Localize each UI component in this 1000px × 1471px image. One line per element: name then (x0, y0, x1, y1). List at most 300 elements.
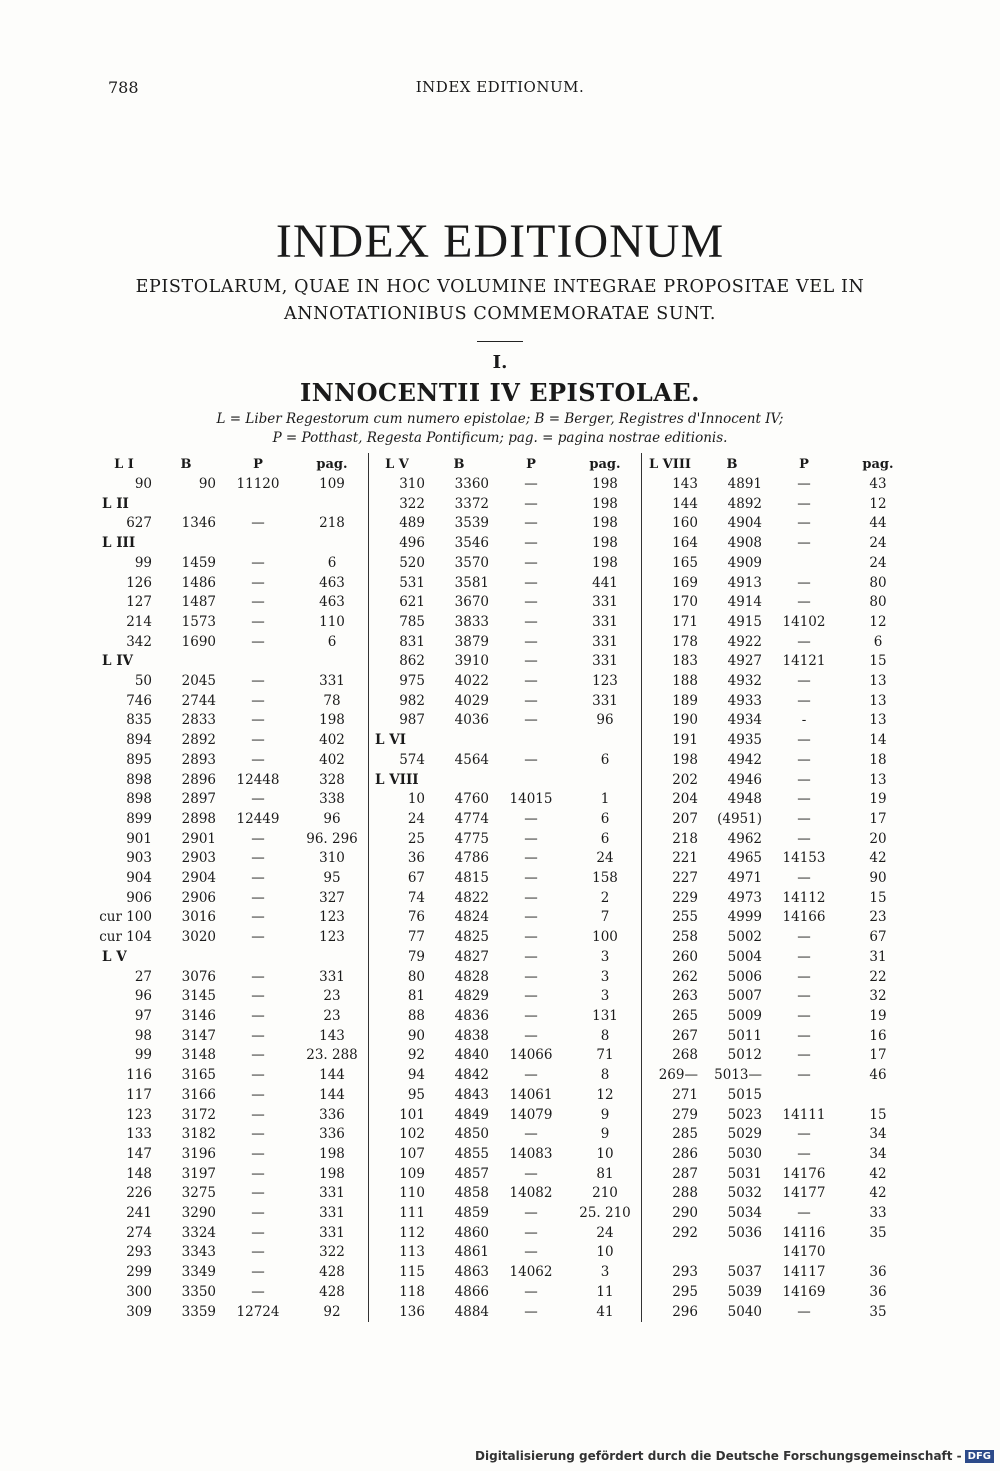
table-cell: 4822 (454, 889, 489, 906)
table-row (96, 593, 914, 613)
table-row (96, 968, 914, 988)
table-cell: — (797, 929, 811, 946)
digitization-footer (475, 1449, 994, 1463)
table-cell: 262 (672, 968, 698, 985)
table-cell: 5029 (727, 1126, 762, 1143)
table-cell: 6 (873, 633, 883, 650)
table-cell: 113 (399, 1244, 425, 1261)
table-cell: 4913 (727, 574, 762, 591)
table-cell: 9 (569, 1125, 642, 1145)
table-cell: 292 (672, 1224, 698, 1241)
table-cell: 4962 (727, 830, 762, 847)
table-cell: 785 (399, 613, 425, 630)
table-cell: 4932 (727, 673, 762, 690)
table-cell: 67 (869, 929, 887, 946)
column-header: B (180, 456, 192, 472)
table-cell: — (524, 830, 538, 847)
table-row (96, 1184, 914, 1204)
table-cell: 906 (126, 889, 152, 906)
table-row (96, 1145, 914, 1165)
table-cell: 4859 (454, 1205, 489, 1222)
table-cell: 35 (869, 1224, 887, 1241)
column-header: P (799, 456, 809, 472)
table-cell: 136 (399, 1303, 425, 1320)
table-cell: 4861 (454, 1244, 489, 1261)
table-cell: 5006 (727, 968, 762, 985)
table-cell: 11 (569, 1283, 642, 1303)
table-cell: 101 (399, 1106, 425, 1123)
table-cell: 3539 (454, 515, 489, 532)
table-row (96, 672, 914, 692)
table-cell: 3 (569, 968, 642, 988)
table-cell: 322 (399, 495, 425, 512)
subtitle-line-2: ANNOTATIONIBUS COMMEMORATAE SUNT. (284, 304, 716, 324)
table-cell: 3076 (181, 968, 216, 985)
table-cell: — (251, 1067, 265, 1084)
table-cell: 144 (296, 1086, 369, 1106)
table-cell: 13 (869, 771, 887, 788)
table-cell: 18 (869, 751, 887, 768)
column-header: P (253, 456, 263, 472)
table-cell: 160 (672, 515, 698, 532)
table-cell: 5011 (727, 1027, 762, 1044)
table-cell: 4971 (727, 870, 762, 887)
table-cell: — (524, 751, 538, 768)
table-cell (766, 1086, 842, 1106)
table-cell: 109 (399, 1165, 425, 1182)
table-row (96, 652, 914, 672)
table-cell: 271 (672, 1086, 698, 1103)
table-cell: 7 (569, 908, 642, 928)
table-cell: — (524, 476, 538, 492)
table-cell: — (797, 633, 811, 650)
table-cell: 24 (569, 1224, 642, 1244)
table-cell: 25. 210 (569, 1204, 642, 1224)
table-cell: 4774 (454, 810, 489, 827)
table-cell: 3 (569, 948, 642, 968)
table-cell: 14066 (509, 1047, 553, 1064)
table-cell: 342 (126, 633, 152, 650)
table-cell: 331 (296, 672, 369, 692)
table-cell: 4843 (454, 1086, 489, 1103)
table-cell: 210 (569, 1184, 642, 1204)
table-cell: 165 (672, 554, 698, 571)
table-cell: 338 (296, 790, 369, 810)
column-header: pag. (862, 456, 894, 472)
table-cell: 746 (126, 692, 152, 709)
abbreviation-legend (120, 410, 880, 448)
table-cell: 835 (126, 712, 152, 729)
table-cell: 147 (126, 1145, 152, 1162)
table-row (96, 475, 914, 495)
table-cell: — (797, 476, 811, 492)
subtitle-line-1: EPISTOLARUM, QUAE IN HOC VOLUMINE INTEGRAE PROPOSITAE VEL IN (135, 277, 865, 297)
table-row (96, 987, 914, 1007)
table-cell: 36 (407, 850, 425, 867)
table-cell: 901 (126, 830, 152, 847)
table-cell: — (797, 515, 811, 532)
table-cell: — (251, 515, 265, 532)
table-cell: 1487 (181, 594, 216, 611)
table-cell: 42 (869, 1185, 887, 1202)
table-cell: 24 (407, 810, 425, 827)
table-cell: 8 (569, 1066, 642, 1086)
running-head (0, 78, 1000, 100)
table-cell: — (524, 909, 538, 926)
table-cell: 4827 (454, 948, 489, 965)
table-cell: — (524, 1165, 538, 1182)
table-cell: 4855 (454, 1145, 489, 1162)
table-cell: 229 (672, 889, 698, 906)
table-cell: 4858 (454, 1185, 489, 1202)
table-cell: 110 (399, 1185, 425, 1202)
table-row (96, 731, 914, 751)
table-cell: 5039 (727, 1283, 762, 1300)
table-cell: 258 (672, 929, 698, 946)
table-cell: 41 (569, 1303, 642, 1323)
table-cell: 3196 (181, 1145, 216, 1162)
table-cell: — (524, 1205, 538, 1222)
table-cell: 3833 (454, 613, 489, 630)
table-cell: 19 (869, 1007, 887, 1024)
table-cell: 207 (672, 810, 698, 827)
table-cell: 14061 (509, 1086, 553, 1103)
column-header: pag. (296, 453, 369, 475)
table-cell: 31 (869, 948, 887, 965)
table-cell: 2833 (181, 712, 216, 729)
table-cell: — (797, 1126, 811, 1143)
table-cell: 16 (869, 1027, 887, 1044)
table-cell: 3275 (181, 1185, 216, 1202)
table-cell: 97 (134, 1007, 152, 1024)
table-cell: 102 (399, 1126, 425, 1143)
table-cell: 331 (296, 1184, 369, 1204)
book-heading: L IV (96, 652, 369, 672)
table-cell: 3349 (181, 1264, 216, 1281)
table-cell: 5004 (727, 948, 762, 965)
table-row (96, 1106, 914, 1126)
table-cell: 4840 (454, 1047, 489, 1064)
table-cell: 285 (672, 1126, 698, 1143)
table-cell: 496 (399, 535, 425, 552)
table-cell: — (797, 870, 811, 887)
table-cell: 627 (126, 515, 152, 532)
table-cell: 71 (569, 1046, 642, 1066)
table-cell: 190 (672, 712, 698, 729)
table-cell: — (251, 1185, 265, 1202)
book-heading: L VI (369, 731, 642, 751)
table-cell: 10 (569, 1243, 642, 1263)
table-cell: — (524, 515, 538, 532)
book-heading: L II (96, 495, 369, 515)
table-cell: 81 (569, 1165, 642, 1185)
table-cell: 3147 (181, 1027, 216, 1044)
table-cell: 14082 (509, 1185, 553, 1202)
table-cell: — (251, 1027, 265, 1044)
table-cell: 14176 (782, 1165, 826, 1182)
table-cell: 23 (296, 1007, 369, 1027)
table-cell: 81 (407, 988, 425, 1005)
table-cell: 13 (869, 692, 887, 709)
table-cell: 14169 (782, 1283, 826, 1300)
table-cell: 336 (296, 1106, 369, 1126)
table-cell: — (524, 1244, 538, 1261)
column-header: pag. (569, 453, 642, 475)
table-cell: — (251, 594, 265, 611)
table-cell: 23 (869, 909, 887, 926)
table-cell: 14111 (782, 1106, 826, 1123)
table-cell: 14121 (782, 653, 826, 670)
table-cell: 4942 (727, 751, 762, 768)
table-cell: 5034 (727, 1205, 762, 1222)
table-cell: 46 (869, 1067, 887, 1084)
table-cell: 189 (672, 692, 698, 709)
table-cell: 14166 (782, 909, 826, 926)
table-cell: — (797, 594, 811, 611)
table-cell: 1486 (181, 574, 216, 591)
table-cell: 331 (569, 613, 642, 633)
book-heading: L III (96, 534, 369, 554)
table-cell: 3182 (181, 1126, 216, 1143)
table-cell: — (797, 751, 811, 768)
table-cell: 88 (407, 1007, 425, 1024)
table-cell: 15 (869, 1106, 887, 1123)
table-cell: 144 (672, 495, 698, 512)
section-title: INNOCENTII IV EPISTOLAE. (299, 378, 701, 407)
table-row (96, 1303, 914, 1323)
table-row (96, 908, 914, 928)
table-cell: — (524, 1224, 538, 1241)
table-cell: 4914 (727, 594, 762, 611)
table-cell: 263 (672, 988, 698, 1005)
table-cell: 12724 (236, 1303, 280, 1320)
table-cell: 4973 (727, 889, 762, 906)
table-cell: — (797, 1067, 811, 1084)
table-cell: — (797, 1303, 811, 1320)
table-cell: 4934 (727, 712, 762, 729)
table-cell: — (251, 830, 265, 847)
table-cell: — (251, 1224, 265, 1241)
table-cell: 331 (296, 1204, 369, 1224)
table-cell: 2892 (181, 732, 216, 749)
table-cell: 3581 (454, 574, 489, 591)
table-cell: 99 (134, 554, 152, 571)
table-cell: — (524, 988, 538, 1005)
table-cell: 4850 (454, 1126, 489, 1143)
table-cell: 92 (296, 1303, 369, 1323)
table-cell: 4022 (454, 673, 489, 690)
table-cell: 14116 (782, 1224, 826, 1241)
table-cell: 198 (296, 1145, 369, 1165)
table-row (96, 1086, 914, 1106)
table-cell: 2 (569, 889, 642, 909)
table-cell: 5040 (727, 1303, 762, 1320)
table-cell: 428 (296, 1263, 369, 1283)
table-cell: 50 (134, 673, 152, 690)
table-cell: 402 (296, 731, 369, 751)
legend-line-1: L = Liber Regestorum cum numero epistolae; B = Berger, Registres d'Innocent IV; (216, 411, 784, 427)
table-cell: 4828 (454, 968, 489, 985)
table-cell: 290 (672, 1205, 698, 1222)
table-cell: 183 (672, 653, 698, 670)
table-cell: — (797, 968, 811, 985)
table-row (96, 1066, 914, 1086)
legend-line-2: P = Potthast, Regesta Pontificum; pag. = pagina nostrae editionis. (272, 430, 728, 446)
table-cell: 112 (399, 1224, 425, 1241)
table-cell: — (797, 948, 811, 965)
table-cell: — (251, 692, 265, 709)
table-cell: — (797, 673, 811, 690)
table-cell: 3145 (181, 988, 216, 1005)
table-cell: 3290 (181, 1205, 216, 1222)
table-cell: 144 (296, 1066, 369, 1086)
table-cell: — (524, 574, 538, 591)
table-cell: 33 (869, 1205, 887, 1222)
table-cell: 42 (869, 850, 887, 867)
table-cell: 126 (126, 574, 152, 591)
table-cell: 80 (407, 968, 425, 985)
table-cell: 3 (569, 987, 642, 1007)
table-cell: 3343 (181, 1244, 216, 1261)
table-cell: — (524, 1027, 538, 1044)
table-cell: 4922 (727, 633, 762, 650)
table-cell: 42 (869, 1165, 887, 1182)
table-cell: 22 (869, 968, 887, 985)
table-cell: 14 (869, 732, 887, 749)
table-cell: 260 (672, 948, 698, 965)
table-cell: 14102 (782, 613, 826, 630)
table-cell: 14083 (509, 1145, 553, 1162)
table-cell: 894 (126, 732, 152, 749)
table-cell: 520 (399, 554, 425, 571)
table-cell: 8 (569, 1027, 642, 1047)
table-row (96, 692, 914, 712)
table-cell: 77 (407, 929, 425, 946)
table-cell: 4935 (727, 732, 762, 749)
table-cell: 221 (672, 850, 698, 867)
table-cell: 10 (569, 1145, 642, 1165)
table-cell: — (524, 495, 538, 512)
table-cell: 331 (569, 652, 642, 672)
table-cell: — (251, 791, 265, 808)
table-cell: 6 (569, 810, 642, 830)
table-cell: 12 (869, 613, 887, 630)
table-cell: 531 (399, 574, 425, 591)
table-cell: 4564 (454, 751, 489, 768)
table-cell: — (524, 692, 538, 709)
table-cell: 10 (407, 791, 425, 808)
table-cell: — (797, 988, 811, 1005)
table-cell: 198 (569, 554, 642, 574)
table-cell: 14117 (782, 1264, 826, 1281)
table-cell: 5032 (727, 1185, 762, 1202)
table-cell: — (251, 1145, 265, 1162)
table-cell: — (797, 535, 811, 552)
table-cell: 274 (126, 1224, 152, 1241)
table-cell: 4927 (727, 653, 762, 670)
table-cell: 198 (569, 534, 642, 554)
table-cell: 4825 (454, 929, 489, 946)
table-cell: 4029 (454, 692, 489, 709)
table-cell: 895 (126, 751, 152, 768)
table-cell: — (251, 751, 265, 768)
table-cell: 241 (126, 1205, 152, 1222)
table-cell: — (251, 712, 265, 729)
table-cell: — (524, 594, 538, 611)
table-cell: 3372 (454, 495, 489, 512)
table-cell: 25 (407, 830, 425, 847)
table-cell: — (251, 988, 265, 1005)
table-cell: 2897 (181, 791, 216, 808)
table-cell: 94 (407, 1067, 425, 1084)
table-cell: — (797, 495, 811, 512)
table-cell: 4036 (454, 712, 489, 729)
table-cell: 3570 (454, 554, 489, 571)
table-cell: 2893 (181, 751, 216, 768)
table-cell: — (524, 673, 538, 690)
table-cell: 899 (126, 810, 152, 827)
table-cell: 831 (399, 633, 425, 650)
table-cell: — (797, 1007, 811, 1024)
table-cell: 158 (569, 869, 642, 889)
table-cell: 36 (869, 1283, 887, 1300)
table-cell: 4860 (454, 1224, 489, 1241)
table-cell: 111 (399, 1205, 425, 1222)
table-cell: 3360 (454, 476, 489, 492)
table-cell: 898 (126, 771, 152, 788)
table-cell: — (797, 830, 811, 847)
table-cell: 331 (569, 633, 642, 653)
table-cell: 327 (296, 889, 369, 909)
table-cell: 92 (407, 1047, 425, 1064)
table-cell: 5037 (727, 1264, 762, 1281)
table-cell: — (251, 1106, 265, 1123)
table-cell: cur 100 (99, 909, 152, 926)
table-cell: 99 (134, 1047, 152, 1064)
table-cell: 3324 (181, 1224, 216, 1241)
table-cell: (4951) (717, 810, 762, 827)
table-cell: — (524, 1126, 538, 1143)
table-cell: 98 (134, 1027, 152, 1044)
table-cell: 100 (569, 928, 642, 948)
table-cell: 269— (658, 1067, 698, 1084)
table-cell: — (797, 574, 811, 591)
table-cell: 43 (869, 476, 887, 492)
table-cell: — (524, 535, 538, 552)
table-cell: 265 (672, 1007, 698, 1024)
table-row (96, 869, 914, 889)
table-cell: 110 (296, 613, 369, 633)
table-cell: 862 (399, 653, 425, 670)
table-cell: — (524, 870, 538, 887)
table-cell: — (797, 692, 811, 709)
table-body (96, 475, 914, 1322)
table-cell: 621 (399, 594, 425, 611)
table-cell: 331 (569, 593, 642, 613)
table-cell: — (251, 1126, 265, 1143)
table-cell: 2744 (181, 692, 216, 709)
table-cell: 96 (569, 711, 642, 731)
table-cell: 34 (869, 1145, 887, 1162)
table-cell: 191 (672, 732, 698, 749)
table-cell: 295 (672, 1283, 698, 1300)
table-cell: — (797, 1145, 811, 1162)
table-cell: 4965 (727, 850, 762, 867)
table-cell: 328 (296, 771, 369, 791)
table-cell: 14079 (509, 1106, 553, 1123)
table-row (96, 514, 914, 534)
table-cell: 331 (296, 968, 369, 988)
